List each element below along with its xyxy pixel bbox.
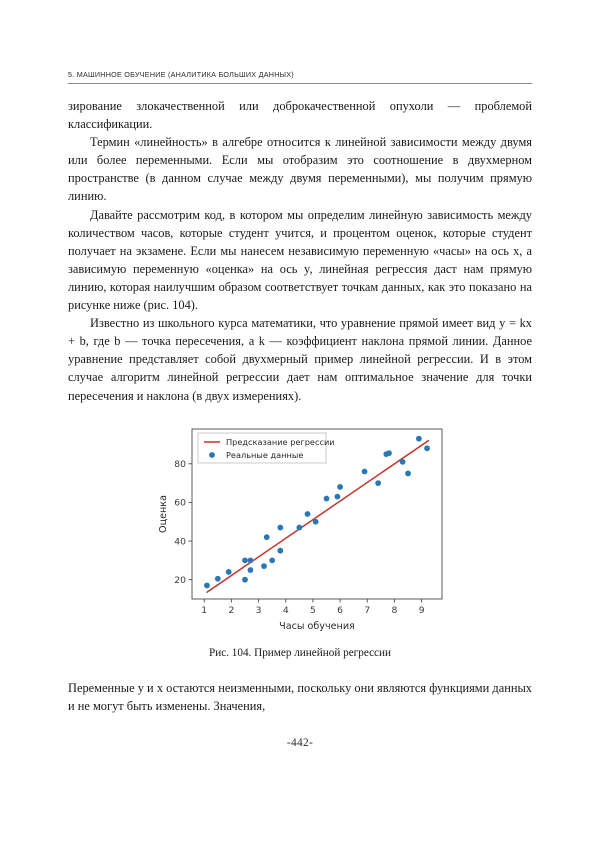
- paragraph-3: Давайте рассмотрим код, в котором мы определим линейную зависимость между количеством часов, которые студент учится, и процентом оценок, которые студент получает на экзамене. Если мы нанесем независимую переменную «часы» на ось x, а зависимую переменную «оценка» на ось y, линейная регрессия даст нам прямую линию, которая наилучшим образом соответствует точкам данных, как это показано на рисунке ниже (рис. 104).: [68, 207, 532, 313]
- x-axis-tick-label: 4: [282, 604, 289, 616]
- scatter-point: [405, 470, 411, 476]
- scatter-point: [277, 524, 283, 530]
- scatter-point: [261, 563, 267, 569]
- scatter-point: [424, 445, 430, 451]
- x-axis-tick-label: 6: [337, 604, 344, 616]
- scatter-point: [334, 493, 340, 499]
- y-axis-tick-label: 80: [174, 458, 186, 470]
- page-content: [68, 70, 532, 749]
- x-axis-tick-label: 2: [228, 604, 235, 616]
- y-axis-tick-label: 20: [174, 574, 186, 586]
- paragraph-after-figure: Переменные y и x остаются неизменными, поскольку они являются функциями данных и не могут быть изменены. Значения,: [68, 680, 532, 713]
- x-axis-tick-label: 3: [255, 604, 262, 616]
- y-axis-tick-label: 40: [174, 535, 186, 547]
- chart-legend: [198, 433, 335, 463]
- paragraph-1: зирование злокачественной или доброкачественной опухоли — проблемой классификации.: [68, 99, 532, 132]
- running-header: 5. МАШИННОЕ ОБУЧЕНИЕ (АНАЛИТИКА БОЛЬШИХ ДАННЫХ): [68, 70, 532, 84]
- body-text-block: [68, 97, 532, 405]
- scatter-point: [277, 547, 283, 553]
- scatter-point: [324, 495, 330, 501]
- scatter-point: [269, 557, 275, 563]
- scatter-point: [215, 575, 221, 581]
- scatter-point: [226, 569, 232, 575]
- scatter-point: [362, 468, 368, 474]
- y-axis-title: Оценка: [158, 494, 169, 533]
- scatter-point: [296, 524, 302, 530]
- chart-canvas: [152, 423, 448, 637]
- x-axis-tick-label: 9: [418, 604, 425, 616]
- scatter-point: [248, 567, 254, 573]
- scatter-point: [313, 518, 319, 524]
- x-axis-tick-label: 7: [364, 604, 371, 616]
- y-axis-tick-label: 60: [174, 497, 186, 509]
- scatter-point: [248, 557, 254, 563]
- legend-dot-swatch: [209, 452, 215, 458]
- scatter-point: [242, 557, 248, 563]
- scatter-point: [337, 484, 343, 490]
- scatter-point: [204, 582, 210, 588]
- scatter-point: [264, 534, 270, 540]
- scatter-point: [386, 450, 392, 456]
- linear-regression-chart: [152, 423, 448, 637]
- scatter-point: [416, 435, 422, 441]
- x-axis-title: Часы обучения: [279, 620, 355, 632]
- x-axis-tick-label: 8: [391, 604, 398, 616]
- paragraph-4: Известно из школьного курса математики, что уравнение прямой имеет вид y = kx + b, где b — точка пересечения, а k — коэффициент наклона прямой линии. Данное уравнение представляет собой двухмерный пример линейной регрессии. И в этом случае алгоритм линейной регрессии дает нам оптимальное значение для точки пересечения и наклона (в двух измерениях).: [68, 316, 532, 403]
- scatter-point: [305, 511, 311, 517]
- figure-104: [68, 423, 532, 659]
- legend-label-actual-data: Реальные данные: [226, 449, 304, 460]
- scatter-point: [375, 480, 381, 486]
- scatter-point: [242, 576, 248, 582]
- x-axis-tick-label: 1: [201, 604, 208, 616]
- legend-label-regression: Предсказание регрессии: [226, 436, 335, 447]
- scatter-point: [400, 459, 406, 465]
- page-number: -442-: [286, 736, 314, 749]
- figure-caption: Рис. 104. Пример линейной регрессии: [208, 646, 391, 659]
- paragraph-2: Термин «линейность» в алгебре относится к линейной зависимости между двумя или более переменными. Если мы отобразим это соотношение в двухмерном пространстве (в данном случае между двумя переменными), мы получим прямую линию.: [68, 135, 532, 204]
- x-axis-tick-label: 5: [309, 604, 316, 616]
